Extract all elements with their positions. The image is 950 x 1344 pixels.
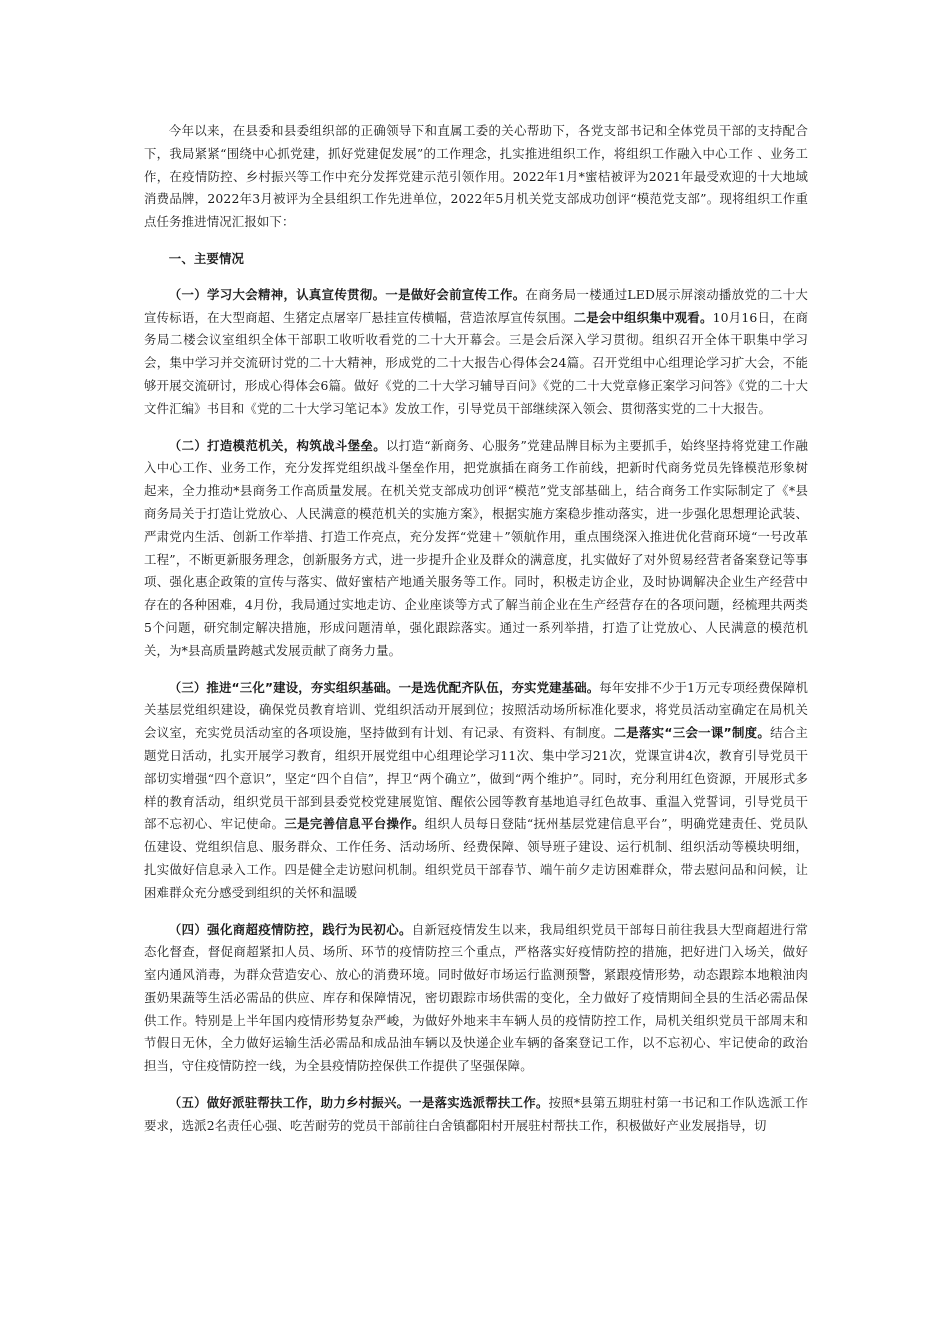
section-1-text-2: 10月16日，在商务局二楼会议室组织全体干部职工收听收看党的二十大开幕会。三是会后深入学习贯彻。组织召开全体干职集中学习会，集中学习并交流研讨党的二十大精神，形成党的二十大报告心得体会24篇。召开党组中心组理论学习扩大会，不能够开展交流研讨，形成心得体会6篇。做好《党的二十大学习辅导百问》《党的二十大党章修正案学习问答》《党的二十大文件汇编》书目和《党的二十大学习笔记本》发放工作，引导党员干部继续深入领会、贯彻落实党的二十大报告。 — [144, 309, 808, 416]
section-2-paragraph — [144, 435, 808, 663]
section-1-paragraph — [144, 284, 808, 421]
document-body — [144, 120, 808, 1152]
section-1-subheading-2: 二是会中组织集中观看。 — [573, 309, 713, 325]
section-4-heading: （四）强化商超疫情防控，践行为民初心。 — [168, 921, 412, 937]
section-5-paragraph — [144, 1092, 808, 1138]
section-3-text-3: 组织人员每日登陆“抚州基层党建信息平台”，明确党建责任、党员队伍建设、党组织信息、服务群众、工作任务、活动场所、经费保障、领导班子建设、运行机制、组织活动等模块明细，扎实做好信息录入工作。四是健全走访慰问机制。组织党员干部春节、端午前夕走访困难群众，带去慰问品和问候，让困难群众充分感受到组织的关怀和温暖 — [144, 816, 808, 900]
section-5-heading: （五）做好派驻帮扶工作，助力乡村振兴。 — [168, 1095, 410, 1111]
section-1-heading: （一）学习大会精神，认真宣传贯彻。 — [168, 286, 386, 302]
section-1-text-1: 在商务局一楼通过LED展示屏滚动播放党的二十大宣传标语，在大型商超、生猪定点屠宰厂悬挂宣传横幅，营造浓厚宣传氛围。 — [144, 286, 808, 325]
section-3-subheading-2: 二是落实“三会一课”制度。 — [613, 725, 771, 741]
section-5-subheading-1: 一是落实选派帮扶工作。 — [409, 1095, 549, 1111]
section-4-text-1: 自新冠疫情发生以来，我局组织党员干部每日前往我县大型商超进行常态化督查，督促商超紧扣人员、场所、环节的疫情防控三个重点，严格落实好疫情防控的措施，把好进门入场关，做好室内通风消毒，为群众营造安心、放心的消费环境。同时做好市场运行监测预警，紧跟疫情形势，动态跟踪本地粮油肉蛋奶果蔬等生活必需品的供应、库存和保障情况，密切跟踪市场供需的变化，全力做好了疫情期间全县的生活必需品保供工作。特别是上半年国内疫情形势复杂严峻，为做好外地来丰车辆人员的疫情防控工作，局机关组织党员干部周末和节假日无休，全力做好运输生活必需品和成品油车辆以及快递企业车辆的备案登记工作，以不忘初心、牢记使命的政治担当，守住疫情防控一线，为全县疫情防控保供工作提供了坚强保障。 — [144, 921, 808, 1074]
section-3-text-2: 结合主题党日活动，扎实开展学习教育，组织开展党组中心组理论学习11次、集中学习21次，党课宣讲4次，教育引导党员干部切实增强“四个意识”，坚定“四个自信”，捍卫“两个确立”，做到“两个维护”。同时，充分利用红色资源，开展形式多样的教育活动，组织党员干部到县委党校党建展览馆、醒依公园等教育基地追寻红色故事、重温入党誓词，引导党员干部不忘初心、牢记使命。 — [144, 725, 808, 832]
section-1-subheading-1: 一是做好会前宣传工作。 — [385, 286, 526, 302]
section-3-heading: （三）推进“三化”建设，夯实组织基础。 — [168, 679, 399, 695]
section-4-paragraph — [144, 919, 808, 1079]
section-2-text-1: 以打造“新商务、心服务”党建品牌目标为主要抓手，始终坚持将党建工作融入中心工作、业务工作，充分发挥党组织战斗堡垒作用，把党旗插在商务工作前线，把新时代商务党员先锋模范形象树起来，全力推动*县商务工作高质量发展。在机关党支部成功创评“模范”党支部基础上，结合商务工作实际制定了《*县商务局关于打造让党放心、人民满意的模范机关的实施方案》，根据实施方案稳步推动落实，进一步强化思想理论武装、严肃党内生活、创新工作举措、打造工作亮点，充分发挥“党建＋”领航作用，重点围绕深入推进优化营商环境“一号改革工程”，不断更新服务理念，创新服务方式，进一步提升企业及群众的满意度，扎实做好了对外贸易经营者备案登记等事项、强化惠企政策的宣传与落实、做好蜜桔产地通关服务等工作。同时，积极走访企业，及时协调解决企业生产经营中存在的各种困难，4月份，我局通过实地走访、企业座谈等方式了解当前企业在生产经营存在的各项问题，经梳理共两类5个问题，研究制定解决措施，形成问题清单，强化跟踪落实。通过一系列举措，打造了让党放心、人民满意的模范机关，为*县高质量跨越式发展贡献了商务力量。 — [144, 437, 808, 658]
section-3-subheading-3: 三是完善信息平台操作。 — [284, 816, 425, 832]
section-3-text-1: 每年安排不少于1万元专项经费保障机关基层党组织建设，确保党员教育培训、党组织活动开展到位；按照活动场所标准化要求，将党员活动室确定在局机关会议室，充实党员活动室的各项设施，坚持做到有计划、有记录、有资料、有制度。 — [144, 679, 809, 741]
section-2-heading: （二）打造模范机关，构筑战斗堡垒。 — [168, 437, 386, 453]
section-3-paragraph — [144, 677, 808, 905]
section-5-text-1: 按照*县第五期驻村第一书记和工作队选派工作要求，选派2名责任心强、吃苦耐劳的党员干部前往白舍镇鄱阳村开展驻村帮扶工作，积极做好产业发展指导，切 — [144, 1095, 808, 1133]
intro-paragraph: 今年以来，在县委和县委组织部的正确领导下和直属工委的关心帮助下，各党支部书记和全体党员干部的支持配合下，我局紧紧“围绕中心抓党建，抓好党建促发展”的工作理念，扎实推进组织工作，将组织工作融入中心工作 、业务工作，在疫情防控、乡村振兴等工作中充分发挥党建示范引领作用。2022年1月*蜜桔被评为2021年最受欢迎的十大地域消费品牌，2022年3月被评为全县组织工作先进单位，2022年5月机关党支部成功创评“模范党支部”。现将组织工作重点任务推进情况汇报如下： — [144, 123, 808, 230]
section-3-subheading-1: 一是选优配齐队伍，夯实党建基础。 — [398, 679, 600, 695]
section-heading-main: 一、主要情况 — [168, 250, 245, 266]
